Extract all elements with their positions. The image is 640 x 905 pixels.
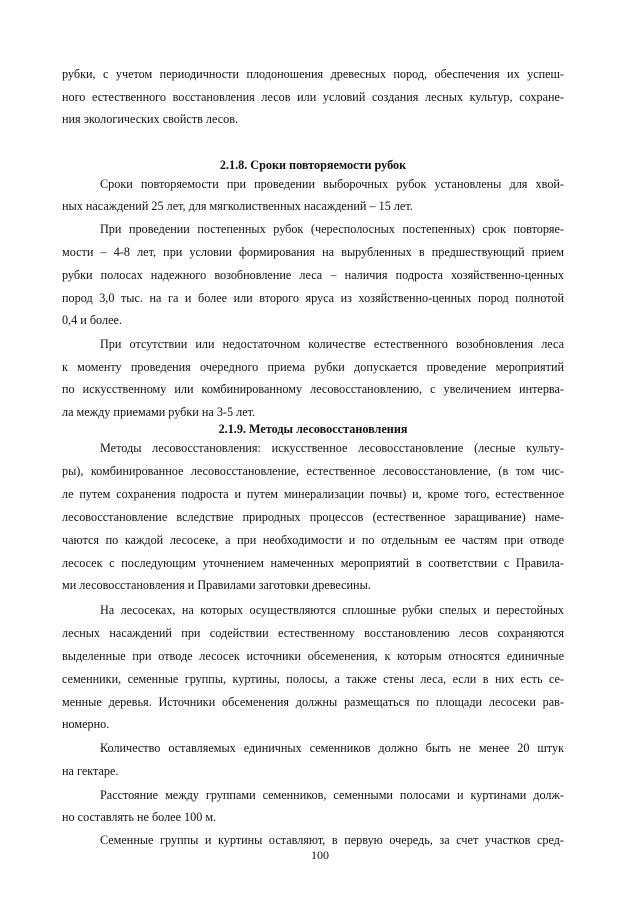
text-line: выделенные при отводе лесосек источники обсеменения, к которым относятся единичные	[62, 649, 564, 663]
text-line: ных насаждений 25 лет, для мягколиственных насаждений – 15 лет.	[62, 199, 413, 213]
text-line: рубки полосах надежного возобновление леса – наличия подроста хозяйственно-ценных	[62, 268, 564, 282]
text-line: лесосек с последующим уточнением намеченных мероприятий в соответствии с Правила-	[62, 556, 564, 570]
text-line: 0,4 и более.	[62, 313, 122, 327]
text-line: на гектаре.	[62, 764, 119, 778]
text-line: пород 3,0 тыс. на га и более или второго яруса из хозяйственно-ценных пород полнотой	[62, 291, 564, 305]
section-heading-2-1-9: 2.1.9. Методы лесовосстановления	[218, 422, 408, 436]
text-line: по искусственному или комбинированному лесовосстановлению, с увеличением интерва-	[62, 382, 564, 396]
page-number: 100	[311, 848, 329, 862]
text-line: ного естественного восстановления лесов или условий создания лесных культур, сохране-	[62, 90, 564, 104]
text-line: семенники, семенные группы, куртины, полосы, а также стены леса, если в них есть се-	[62, 672, 564, 686]
text-line: менные деревья. Источники обсеменения должны размещаться по площади лесосеки рав-	[62, 695, 564, 709]
text-line: ния экологических свойств лесов.	[62, 112, 239, 126]
text-line: ми лесовосстановления и Правилами заготовки древесины.	[62, 578, 371, 592]
text-line: лесовосстановление вследствие природных процессов (естественное заращивание) наме-	[62, 510, 564, 524]
text-line: При проведении постепенных рубок (чересполосных постепенных) срок повторяе-	[100, 222, 564, 236]
section-heading-2-1-8: 2.1.8. Сроки повторяемости рубок	[219, 158, 407, 172]
text-line: На лесосеках, на которых осуществляются сплошные рубки спелых и перестойных	[100, 603, 564, 617]
text-line: но составлять не более 100 м.	[62, 810, 217, 824]
text-line: ла между приемами рубки на 3-5 лет.	[62, 405, 256, 419]
text-line: Сроки повторяемости при проведении выборочных рубок установлены для хвой-	[100, 177, 564, 191]
text-line: ры), комбинированное лесовосстановление, естественное лесовосстановление, (в том чис-	[62, 464, 564, 478]
text-line: лесных насаждений при содействии естественному восстановлению лесов сохраняются	[62, 626, 564, 640]
text-line: Расстояние между группами семенников, семенными полосами и куртинами долж-	[100, 788, 564, 802]
text-line: рубки, с учетом периодичности плодоношения древесных пород, обеспечения их успеш-	[62, 67, 564, 81]
text-line: Семенные группы и куртины оставляют, в первую очередь, за счет участков сред-	[100, 833, 564, 847]
text-line: Количество оставляемых единичных семенников должно быть не менее 20 штук	[100, 741, 564, 755]
text-line: номерно.	[62, 717, 110, 731]
text-line: к моменту проведения очередного приема рубки допускается проведение мероприятий	[62, 360, 564, 374]
text-line: ле путем сохранения подроста и путем минерализации почвы) и, кроме того, естественное	[62, 487, 564, 501]
text-line: Методы лесовосстановления: искусственное лесовосстановление (лесные культу-	[100, 441, 564, 455]
text-line: мости – 4-8 лет, при условии формирования на вырубленных в предшествующий прием	[62, 245, 564, 259]
text-line: При отсутствии или недостаточном количестве естественного возобновления леса	[100, 337, 564, 351]
text-line: чаются по каждой лесосеке, а при необходимости и по отдельным ее частям при отводе	[62, 533, 564, 547]
